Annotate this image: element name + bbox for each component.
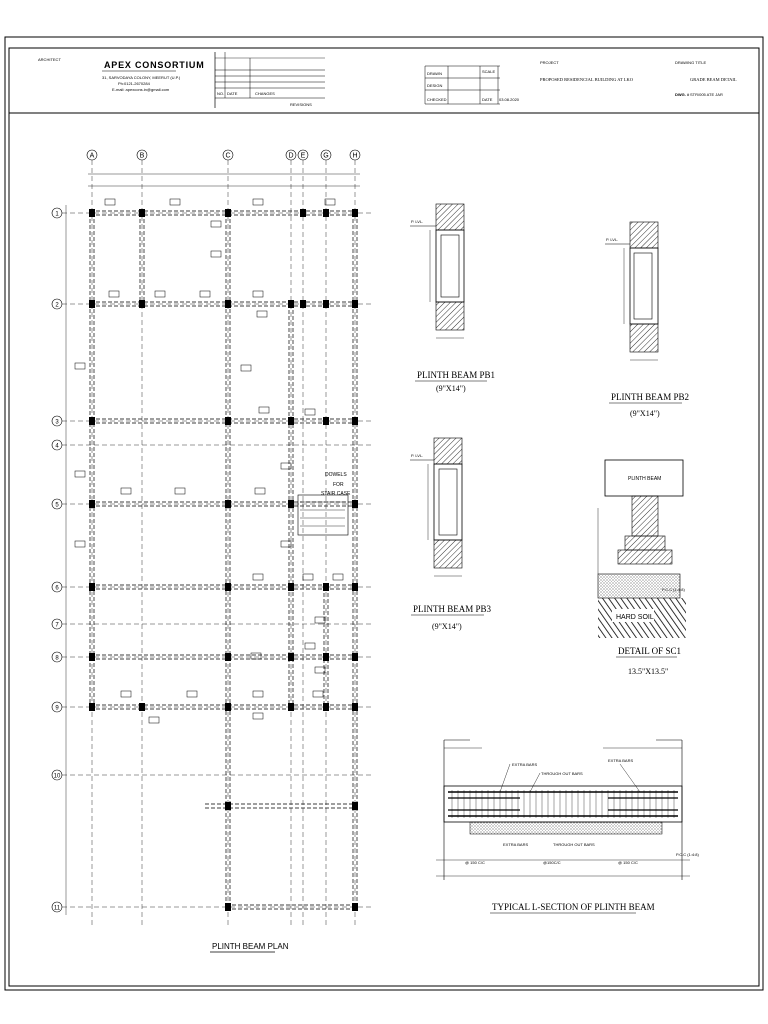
dwg-value: STR/005 ATE JAR <box>690 92 723 97</box>
column <box>288 417 294 425</box>
scale-label: SCALE <box>482 69 496 74</box>
beam-tag <box>105 199 115 205</box>
column <box>225 500 231 508</box>
drawing-title-label: DRAWING TITLE <box>675 60 707 65</box>
column <box>225 703 231 711</box>
date-label: DATE <box>482 97 493 102</box>
beam-tag <box>251 653 261 659</box>
column <box>225 417 231 425</box>
beam-tag <box>155 291 165 297</box>
plinth-beam-plan <box>52 150 372 952</box>
stair-note <box>298 472 351 535</box>
pb2-size: (9"X14") <box>630 409 660 418</box>
pb1-title: PLINTH BEAM PB1 <box>417 370 496 380</box>
column <box>323 583 329 591</box>
firm-phone: Ph:0121-2670284 <box>118 81 150 86</box>
project-value: PROPOSED RESIDENCIAL BUILDING AT LKO <box>540 77 634 82</box>
rev-no-header: NO. <box>217 91 225 96</box>
sc1-detail <box>598 460 686 676</box>
beam-tag <box>253 199 263 205</box>
grid-label-col: D <box>288 152 294 160</box>
sc1-title: DETAIL OF SC1 <box>618 646 681 656</box>
beam-tag <box>253 713 263 719</box>
plan-beams <box>75 199 358 909</box>
grid-label-row: 4 <box>55 443 59 450</box>
plan-columns <box>89 209 358 911</box>
plan-grid-labels <box>52 150 360 912</box>
column <box>139 703 145 711</box>
dwg-label: DWG. # <box>675 92 690 97</box>
sc1-plinth-beam-label: PLINTH BEAM <box>628 476 662 482</box>
grid-label-row: 2 <box>55 302 59 309</box>
beam-tag <box>315 617 325 623</box>
column <box>352 653 358 661</box>
beam-tag <box>200 291 210 297</box>
drawing-title-value: GRADE BEAM DETAIL <box>690 77 737 82</box>
beam-tag <box>253 691 263 697</box>
through-bars-bottom: THROUGH OUT BARS <box>553 842 595 847</box>
column <box>352 583 358 591</box>
grid-label-row: 9 <box>55 705 59 712</box>
pb3-size: (9"X14") <box>432 622 462 631</box>
column <box>352 417 358 425</box>
typical-l-section <box>436 740 699 913</box>
beam-tag <box>75 471 85 477</box>
column <box>89 300 95 308</box>
beam-tag <box>253 291 263 297</box>
beam-tag <box>149 717 159 723</box>
sc1-pcc-label: P.C.C (1:4:8) <box>662 587 685 592</box>
grid-label-col: E <box>300 152 306 160</box>
firm-address: 31, SARVODAYA COLONY, MEERUT (U.P.) <box>102 75 181 80</box>
grid-label-row: 7 <box>55 622 59 629</box>
beam-tag <box>313 691 323 697</box>
column <box>300 209 306 217</box>
through-bars-top: THROUGH OUT BARS <box>541 771 583 776</box>
column <box>288 653 294 661</box>
beam-tag <box>259 407 269 413</box>
beam-tag <box>211 251 221 257</box>
beam-tag <box>333 574 343 580</box>
plan-title: PLINTH BEAM PLAN <box>212 942 289 951</box>
column <box>139 300 145 308</box>
stair-note-line-3: STAIR CASE <box>321 491 351 497</box>
beam-tag <box>121 691 131 697</box>
stair-note-line-2: FOR <box>333 482 344 488</box>
firm-name: APEX CONSORTIUM <box>104 60 205 70</box>
column <box>89 653 95 661</box>
column <box>225 300 231 308</box>
extra-bars-top-left: EXTRA BARS <box>512 762 538 767</box>
extra-bars-top-right: EXTRA BARS <box>608 758 634 763</box>
plan-gridlines <box>62 160 372 925</box>
rev-changes-header: CHANGES <box>255 91 275 96</box>
grid-label-row: 10 <box>53 773 61 780</box>
beam-tag <box>303 574 313 580</box>
stirrups <box>452 790 674 818</box>
column <box>89 417 95 425</box>
beam-tag <box>109 291 119 297</box>
pb3-plinth-level: P. LVL. <box>411 453 424 458</box>
column <box>89 500 95 508</box>
column <box>225 903 231 911</box>
revisions-label: REVISIONS <box>290 102 312 107</box>
grid-label-row: 1 <box>55 211 59 218</box>
beam-tag <box>281 541 291 547</box>
checked-label: CHECKED <box>427 97 447 102</box>
column <box>352 802 358 810</box>
column <box>323 300 329 308</box>
column <box>225 583 231 591</box>
column <box>323 209 329 217</box>
sc1-size: 13.5"X13.5" <box>628 667 669 676</box>
date-value: 03.08.2020 <box>499 97 520 102</box>
beam-tag <box>175 488 185 494</box>
title-block <box>38 52 737 108</box>
beam-tag <box>170 199 180 205</box>
beam-tag <box>211 221 221 227</box>
column <box>288 500 294 508</box>
stair-note-line-1: DOWELS <box>325 472 347 478</box>
project-label: PROJECT <box>540 60 559 65</box>
beam-tag <box>255 488 265 494</box>
grid-label-row: 5 <box>55 502 59 509</box>
spacing-right: @ 150 C/C <box>618 860 638 865</box>
pb1-size: (9"X14") <box>436 384 466 393</box>
grid-label-row: 8 <box>55 655 59 662</box>
column <box>323 417 329 425</box>
extra-bars-bottom: EXTRA BARS <box>503 842 529 847</box>
column <box>225 802 231 810</box>
grid-label-row: 3 <box>55 419 59 426</box>
column <box>225 653 231 661</box>
rev-date-header: DATE <box>227 91 238 96</box>
column <box>288 583 294 591</box>
column <box>288 703 294 711</box>
spacing-left: @ 150 C/C <box>465 860 485 865</box>
beam-tag <box>325 199 335 205</box>
column <box>352 903 358 911</box>
beam-tag <box>253 574 263 580</box>
design-label: DESIGN <box>427 83 443 88</box>
grid-label-col: B <box>139 152 145 160</box>
lsection-title: TYPICAL L-SECTION OF PLINTH BEAM <box>492 902 655 912</box>
pb3-title: PLINTH BEAM PB3 <box>413 604 492 614</box>
beam-tag <box>315 667 325 673</box>
column <box>352 703 358 711</box>
beam-tag <box>305 409 315 415</box>
beam-tag <box>281 463 291 469</box>
beam-tag <box>241 365 251 371</box>
column <box>323 703 329 711</box>
column <box>139 209 145 217</box>
pb2-detail <box>605 222 689 418</box>
column <box>352 500 358 508</box>
pb2-plinth-level: P. LVL. <box>606 237 619 242</box>
beam-tag <box>257 311 267 317</box>
grid-label-col: A <box>89 152 95 160</box>
column <box>89 583 95 591</box>
grid-label-row: 6 <box>55 585 59 592</box>
grid-label-col: H <box>352 152 358 160</box>
column <box>89 703 95 711</box>
pb2-title: PLINTH BEAM PB2 <box>611 392 690 402</box>
beam-tag <box>75 541 85 547</box>
column <box>352 300 358 308</box>
pb3-detail <box>410 438 492 631</box>
hard-soil-label: HARD SOIL <box>616 614 654 621</box>
beam-tag <box>187 691 197 697</box>
column <box>89 209 95 217</box>
beam-tag <box>305 643 315 649</box>
column <box>300 300 306 308</box>
lsection-pcc: P.C.C (1:4:8) <box>676 852 699 857</box>
column <box>225 209 231 217</box>
grid-label-col: C <box>225 152 231 160</box>
column <box>323 653 329 661</box>
drawn-label: DRAWN <box>427 71 442 76</box>
grid-label-row: 11 <box>53 905 61 912</box>
pb1-plinth-level: P. LVL. <box>411 219 424 224</box>
beam-tag <box>121 488 131 494</box>
column <box>352 209 358 217</box>
grid-label-col: G <box>323 152 329 160</box>
architect-label: ARCHITECT <box>38 57 61 62</box>
spacing-mid: @150C/C <box>543 860 561 865</box>
pb1-detail <box>410 204 495 393</box>
beam-tag <box>75 363 85 369</box>
column <box>288 300 294 308</box>
firm-email: E-mail: apexcons.in@gmail.com <box>112 87 170 92</box>
